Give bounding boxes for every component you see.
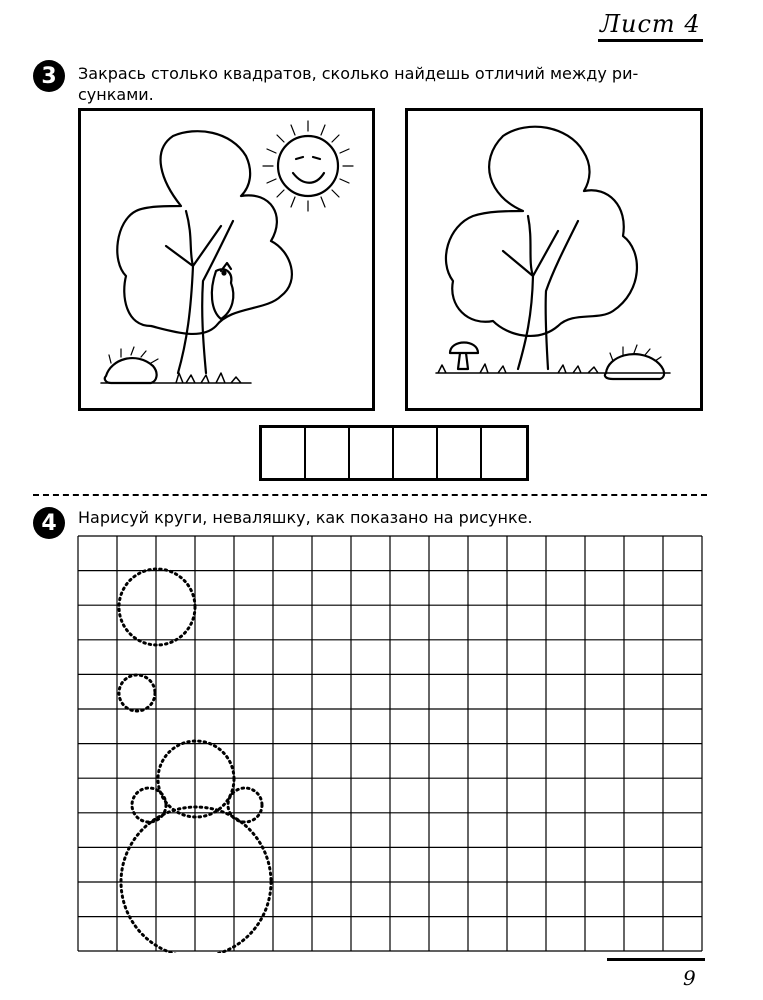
hedgehog-left [105,358,157,383]
task-3-number: 3 [33,60,65,92]
drawing-grid [77,535,705,957]
sun-rays [263,121,353,211]
answer-box-1[interactable] [262,428,306,478]
hedgehog-right [605,354,664,379]
sheet-label: Лист 4 [598,10,703,42]
task-3-instruction [78,63,638,105]
tree-crown-right [446,127,637,336]
woodpecker-eye [223,272,226,275]
task-4-instruction: Нарисуй круги, неваляшку, как показано на рисунке. [78,508,533,527]
dotted-circle-small[interactable] [119,675,155,711]
picture-left [78,108,375,411]
footer-line [607,958,705,961]
tree-crown-left [117,131,292,334]
picture-right [405,108,703,411]
sun-face [278,136,338,196]
task-4-number: 4 [33,507,65,539]
dotted-circle-large[interactable] [119,569,195,645]
picture-right-drawing [408,111,700,408]
grass-left [101,373,251,383]
tumbler-body[interactable] [121,807,271,953]
task-3-instruction-line-1: Закрась столько квадратов, сколько найдешь отличий между ри- [78,64,639,83]
dashed-divider [33,494,707,496]
answer-boxes [259,425,529,481]
tree-trunk-right [503,216,578,369]
answer-box-3[interactable] [350,428,394,478]
answer-box-4[interactable] [394,428,438,478]
answer-box-5[interactable] [438,428,482,478]
task-3-instruction-line-2: сунками. [78,85,154,104]
grid-svg [77,535,705,953]
page-number: 9 [683,966,696,990]
answer-box-6[interactable] [482,428,526,478]
tree-trunk-left [166,211,233,373]
mushroom [450,343,478,370]
sun-smile [293,157,324,183]
picture-left-drawing [81,111,372,408]
answer-box-2[interactable] [306,428,350,478]
grass-right [436,364,670,373]
